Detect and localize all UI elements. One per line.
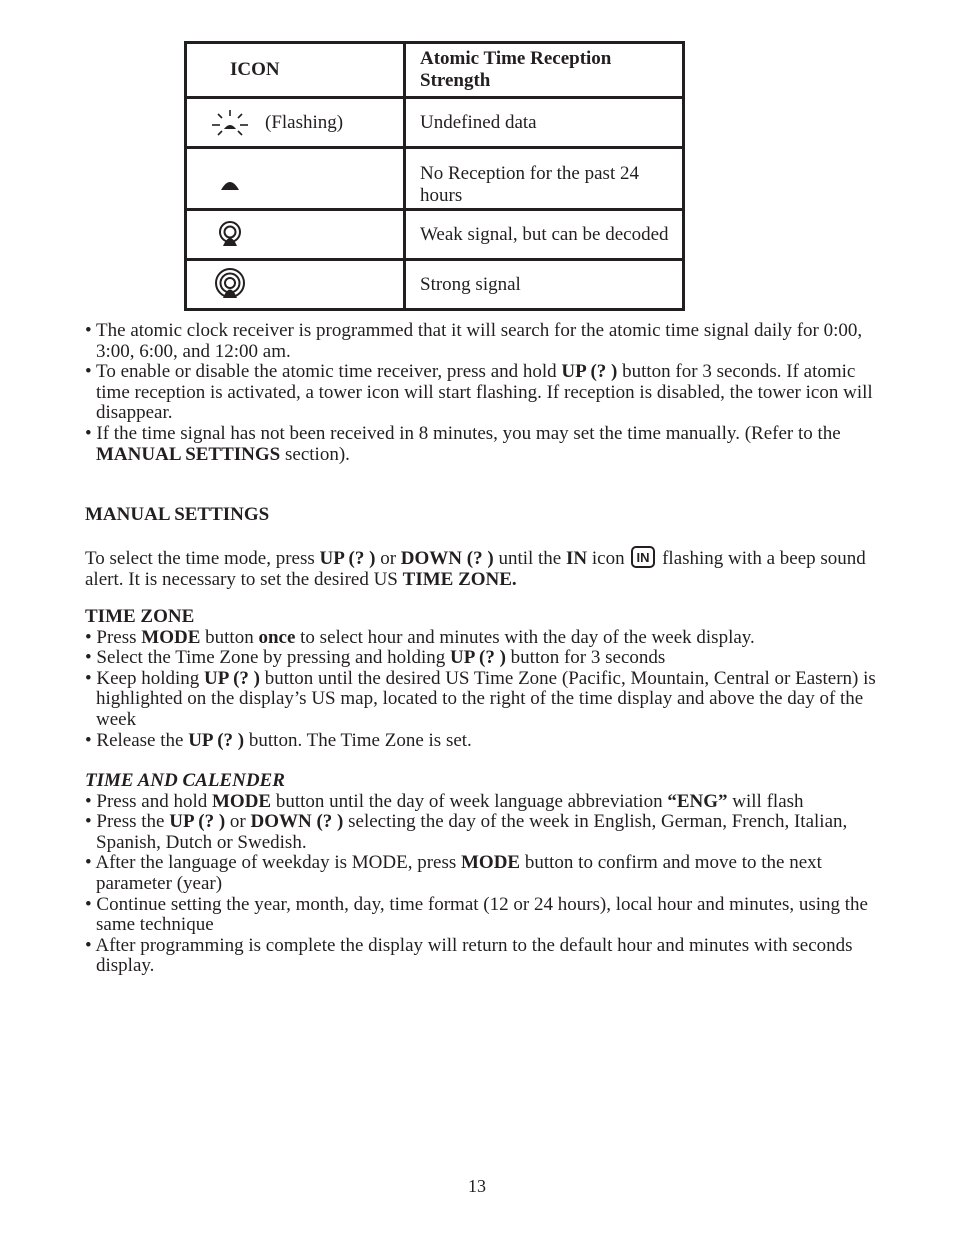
bullet-item: • Release the UP (? ) button. The Time Zone is set. [85,729,472,751]
bullet-item: • If the time signal has not been received in 8 minutes, you may set the time manually. (Refer to the MANUAL SETTINGS section). [85,422,841,465]
time-zone-section [85,607,885,751]
bullet-item: • Continue setting the year, month, day, time format (12 or 24 hours), local hour and minutes, using the same technique [85,893,868,936]
bullet-item: • Press MODE button once to select hour and minutes with the day of the week display. [85,626,755,648]
bullet-item: • After programming is complete the display will return to the default hour and minutes with seconds display. [85,934,853,977]
tower-flashing-icon [209,108,251,138]
bullet-item: • To enable or disable the atomic time receiver, press and hold UP (? ) button for 3 seconds. If atomic time reception is activated, a tower icon will start flashing. If reception is disabled, the tower icon will disappear. [85,361,873,424]
reception-strength-table [184,41,685,311]
table-header-row [186,43,684,98]
bullet-item: • Press the UP (? ) or DOWN (? ) selecting the day of the week in English, German, French, Italian, Spanish, Dutch or Swedish. [85,811,848,853]
tower-strong-signal-icon [213,268,247,302]
bullet-item: • After the language of weekday is MODE, press MODE button to confirm and move to the next parameter (year) [85,852,822,894]
time-and-calender-section [85,771,885,977]
section-heading: TIME ZONE [85,606,195,627]
atomic-notes [85,321,885,465]
row-text: No Reception for the past 24 hours [405,148,684,210]
table-row [186,148,684,210]
tower-icon [219,176,241,192]
bullet-item: • Select the Time Zone by pressing and holding UP (? ) button for 3 seconds [85,647,666,669]
tower-weak-signal-icon [217,220,243,250]
row-text: Undefined data [405,98,684,148]
row-text: Weak signal, but can be decoded [405,210,684,260]
row-text: Strong signal [405,260,684,310]
in-icon [631,546,655,568]
manual-settings-section [85,505,885,590]
table-row [186,260,684,310]
table-row [186,98,684,148]
bullet-item: • The atomic clock receiver is programmed that it will search for the atomic time signal daily for 0:00, 3:00, 6:00, and 12:00 am. [85,320,863,362]
section-heading: MANUAL SETTINGS [85,504,270,525]
section-heading: TIME AND CALENDER [85,770,285,791]
svg-text:IN: IN [636,550,650,566]
header-strength: Atomic Time Reception Strength [405,43,684,98]
header-icon: ICON [186,43,405,98]
flashing-label: (Flashing) [265,111,344,133]
bullet-item: • Press and hold MODE button until the day of week language abbreviation “ENG” will flash [85,790,804,812]
table-row [186,210,684,260]
paragraph: To select the time mode, press UP (? ) or DOWN (? ) until the IN icon IN flashing with a beep sound alert. It is necessary to set the desired US TIME ZONE. [85,548,866,590]
page-number: 13 [468,1176,486,1196]
bullet-item: • Keep holding UP (? ) button until the desired US Time Zone (Pacific, Mountain, Central or Eastern) is highlighted on the display’s US map, located to the right of the time display and above the day of the week [85,667,876,730]
